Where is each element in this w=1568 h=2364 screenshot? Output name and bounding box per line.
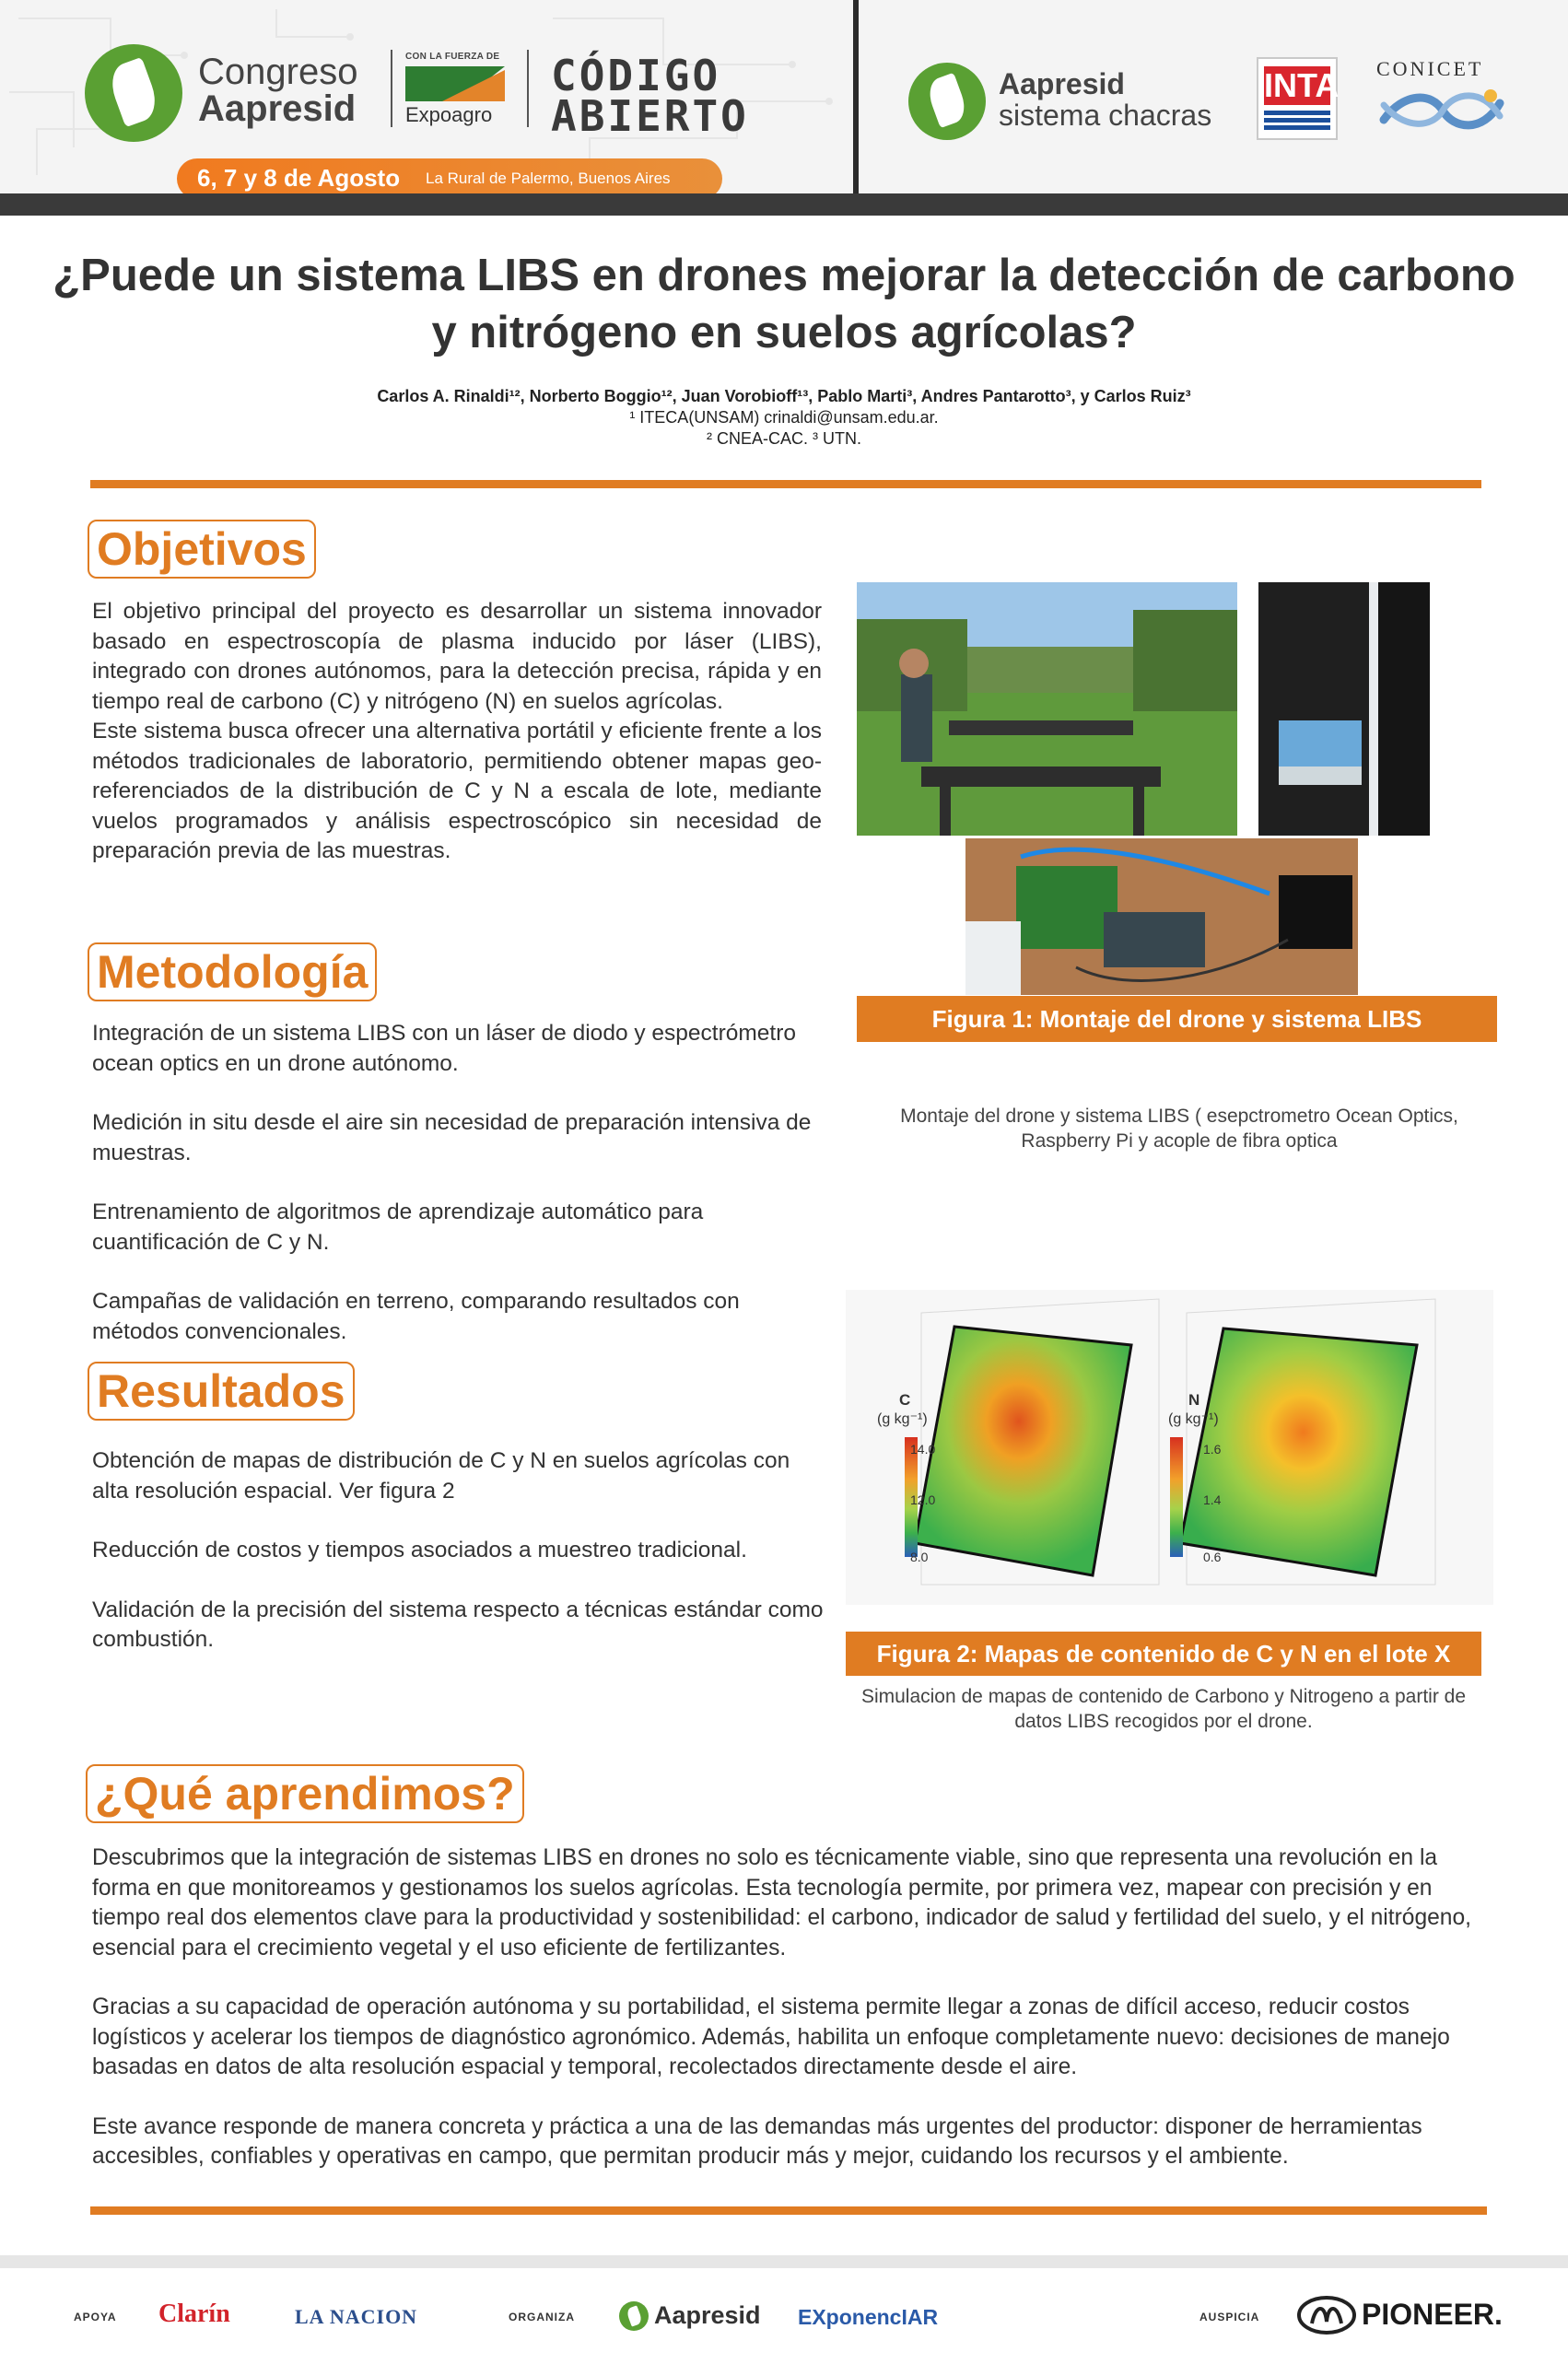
aapresid-footer-icon <box>619 2301 649 2331</box>
resultados-list <box>92 1446 829 1656</box>
conicet-wordmark: CONICET <box>1376 57 1484 80</box>
map-c-tick: 8.0 <box>910 1550 929 1564</box>
header-banner <box>0 0 1568 193</box>
list-item: Obtención de mapas de distribución de C y N en suelos agrícolas con alta resolución espacial. Ver figura 2 <box>92 1448 790 1504</box>
aapresid-footer-logo: Aapresid <box>654 2301 761 2329</box>
section-heading-resultados: Resultados <box>88 1362 355 1421</box>
figure1-caption: Figura 1: Montaje del drone y sistema LIBS <box>857 996 1497 1042</box>
map-c-unit: (g kg⁻¹) <box>877 1411 928 1427</box>
map-n-unit: (g kg⁻¹) <box>1168 1411 1219 1427</box>
figure1-description: Montaje del drone y sistema LIBS ( esepctrometro Ocean Optics, Raspberry Pi y acople de fibra optica <box>900 1106 1458 1152</box>
ap2-line1: Aapresid <box>999 67 1125 100</box>
divider <box>391 50 392 127</box>
event-venue: La Rural de Palermo, Buenos Aires <box>426 170 671 187</box>
list-item: Campañas de validación en terreno, comparando resultados con métodos convencionales. <box>92 1289 740 1344</box>
map-c-tick: 14.0 <box>910 1442 936 1457</box>
map-n-tick: 1.6 <box>1203 1442 1222 1457</box>
objetivos-paragraph: El objetivo principal del proyecto es desarrollar un sistema innovador basado en espectroscopía de plasma inducido por láser (LIBS), integrado con drones autónomos, para la detección precisa, rápida y en tiempo real de carbono (C) y nitrógeno (N) en suelos agrícolas. <box>92 599 822 714</box>
aprendimos-paragraph: Gracias a su capacidad de operación autónoma y su portabilidad, el sistema permite llegar a zonas de difícil acceso, reducir costos logísticos y acelerar los tiempos de diagnóstico agronómico. Además, habilita un enfoque completamente nuevo: decisiones de manejo basadas en datos de alta resolución espacial y temporal, recolectados directamente desde el aire. <box>92 1995 1450 2079</box>
objetivos-paragraph: Este sistema busca ofrecer una alternativa portátil y eficiente frente a los métodos tradicionales de laboratorio, permitiendo obtener mapas geo-referenciados de la distribución de C y N a escala de lote, mediante vuelos programados y análisis espectroscópico sin necesidad de preparación previa de las muestras. <box>92 719 822 863</box>
figure2-description: Simulacion de mapas de contenido de Carbono y Nitrogeno a partir de datos LIBS recogidos por el drone. <box>860 1686 1467 1732</box>
libs-device-photo <box>1258 582 1430 836</box>
footer-auspicia: AUSPICIA <box>1199 2311 1260 2323</box>
map-c-label: C <box>899 1391 911 1409</box>
footer-organiza: ORGANIZA <box>509 2311 575 2323</box>
header-bottom-bar <box>0 193 1568 216</box>
ap2-line2: sistema chacras <box>999 99 1212 132</box>
objetivos-text <box>92 597 822 867</box>
expoagro-flag-icon <box>405 66 505 101</box>
libs-device-image <box>1258 582 1430 836</box>
drone-field-image <box>857 582 1237 836</box>
poster-title: ¿Puede un sistema LIBS en drones mejorar la detección de carbono y nitrógeno en suelos agrícolas? <box>53 251 1515 357</box>
divider <box>527 50 529 127</box>
section-heading-aprendimos: ¿Qué aprendimos? <box>86 1764 524 1823</box>
pioneer-logo: PIONEER. <box>1362 2298 1503 2331</box>
electronics-image <box>965 838 1358 995</box>
map-n-tick: 0.6 <box>1203 1550 1222 1564</box>
congreso-line2: Aapresid <box>198 88 357 129</box>
cn-maps-image <box>846 1290 1493 1605</box>
codigo-line2: ABIERTO <box>551 91 749 141</box>
map-n-label: N <box>1188 1391 1200 1409</box>
map-c-tick: 12.0 <box>910 1492 936 1507</box>
electronics-photo <box>965 838 1358 995</box>
lanacion-logo: LA NACION <box>295 2305 418 2328</box>
map-n-tick: 1.4 <box>1203 1492 1222 1507</box>
event-date: 6, 7 y 8 de Agosto <box>197 164 401 192</box>
affiliation-1: ¹ ITECA(UNSAM) crinaldi@unsam.edu.ar. <box>629 408 939 427</box>
bottom-rule <box>90 2206 1487 2215</box>
aprendimos-paragraph: Descubrimos que la integración de sistemas LIBS en drones no solo es técnicamente viable, sino que representa una revolución en la forma en que monitoreamos y gestionamos los suelos agrícolas. Esta tecnología permite, por primera vez, mapear con precisión y en tiempo real dos elementos clave para la productividad y sostenibilidad: el carbono, indicador de salud y fertilidad del suelo, y el nitrógeno, esencial para el crecimiento vegetal y el uso eficiente de fertilizantes. <box>92 1845 1472 1960</box>
congreso-line1: Congreso <box>198 52 358 92</box>
expo-tagline: CON LA FUERZA DE <box>405 52 500 62</box>
list-item: Validación de la precisión del sistema respecto a técnicas estándar como combustión. <box>92 1597 824 1652</box>
conicet-wave-icon <box>1376 83 1507 138</box>
authors: Carlos A. Rinaldi¹², Norberto Boggio¹², Juan Vorobioff¹³, Pablo Marti³, Andres Pantarotto³, y Carlos Ruiz³ <box>377 387 1191 405</box>
codigo-abierto-wordmark <box>551 51 749 141</box>
drone-field-photo <box>857 582 1237 836</box>
pioneer-oval-icon <box>1297 2296 1356 2335</box>
cn-maps-figure <box>846 1290 1493 1605</box>
codigo-line1: CÓDIGO <box>551 51 721 100</box>
aprendimos-paragraph: Este avance responde de manera concreta y práctica a una de las demandas más urgentes del productor: disponer de herramientas accesibles, confiables y operativas en campo, que permitan producir más y mejor, cuidando los recursos y el ambiente. <box>92 2113 1422 2169</box>
section-heading-objetivos: Objetivos <box>88 520 316 579</box>
sistema-chacras-wordmark <box>999 68 1211 131</box>
inta-text: INTA <box>1264 66 1340 104</box>
header-divider <box>853 0 859 193</box>
affiliation-2: ² CNEA-CAC. ³ UTN. <box>707 429 861 448</box>
footer-apoya: APOYA <box>74 2311 117 2323</box>
aapresid-chacras-logo <box>908 63 986 140</box>
inta-logo <box>1257 57 1338 140</box>
congreso-wordmark <box>198 53 357 127</box>
exponencial-logo: EXponencIAR <box>798 2305 939 2329</box>
clarin-logo: Clarín <box>158 2300 230 2328</box>
list-item: Integración de un sistema LIBS con un láser de diodo y espectrómetro ocean optics en un drone autónomo. <box>92 1021 797 1076</box>
aapresid-congreso-logo <box>85 44 182 142</box>
expoagro-wordmark: Expoagro <box>405 103 493 126</box>
metodologia-list <box>92 1019 822 1347</box>
list-item: Reducción de costos y tiempos asociados a muestreo tradicional. <box>92 1538 747 1562</box>
title-rule <box>90 480 1481 488</box>
list-item: Medición in situ desde el aire sin necesidad de preparación intensiva de muestras. <box>92 1110 812 1165</box>
sponsor-footer <box>0 2255 1568 2364</box>
section-heading-metodologia: Metodología <box>88 942 377 1001</box>
list-item: Entrenamiento de algoritmos de aprendizaje automático para cuantificación de C y N. <box>92 1200 704 1255</box>
figure2-caption: Figura 2: Mapas de contenido de C y N en el lote X <box>846 1632 1481 1676</box>
aprendimos-text <box>92 1843 1492 2172</box>
